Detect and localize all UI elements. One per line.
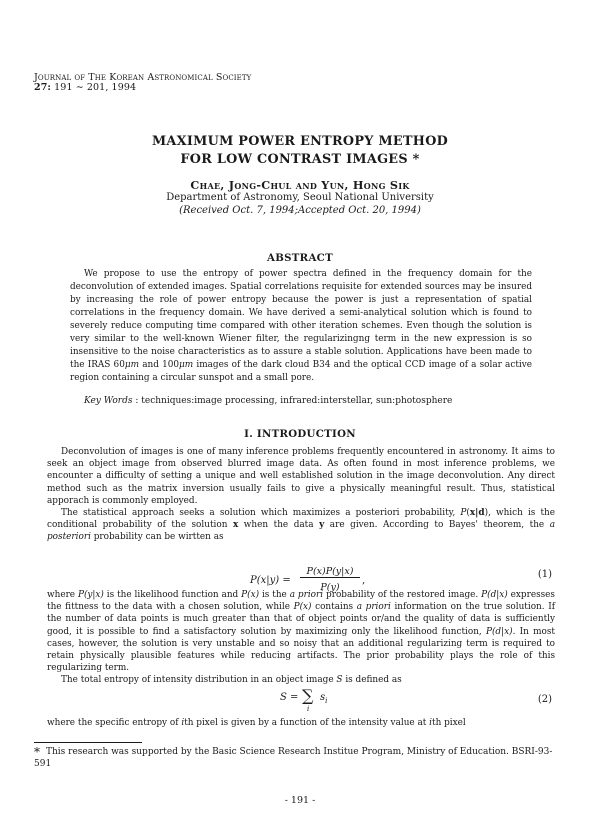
equation-1-comma: , <box>362 575 366 586</box>
journal-name: Journal of The Korean Astronomical Society <box>34 72 252 83</box>
equation-2-term: $s_i$ <box>320 692 328 705</box>
affiliation: Department of Astronomy, Seoul National University <box>166 192 434 203</box>
footnote-marker: * <box>34 745 40 759</box>
keywords-label: Key Words <box>84 396 133 406</box>
abstract-paragraph: We propose to use the entropy of power spectra defined in the frequency domain for the deconvolution of extended images. Spatial correlations requisite for extended sources may be insured by increasing the role of power entropy because the power is just a representation of spatial correlations in the frequency domain. We have derived a semi-analytical solution which is found to severely reduce computing time compared with other iteration schemes. Even though the solution is very similar to the well-known Wiener filter, the regularizingng term in the new expression is so insensitive to the noise characteristics as to assure a stable solution. Applications have been made to the IRAS 60μm and 100μm images of the dark cloud B34 and the optical CCD image of a solar active region containing a circular sunspot and a small pore. <box>70 269 532 383</box>
paragraph-3: where P(y|x) is the likelihood function and P(x) is the a priori probability of the restored image. P(d|x) expresses the fittness to the data with a chosen solution, while P(x) contains a priori information on the true solution. If the number of data points is much greater than that of object points or/and the quality of data is sufficiently good, it is possible to find a satisfactory solution by maximizing only the likelihood function, P(d|x). In most cases, however, the solution is very unstable and so noisy that an additional regularizing term is required to retain physically plausible features while reducing artifacts. The prior probability plays the role of this regularizing term. <box>47 590 555 674</box>
paragraph-1: Deconvolution of images is one of many inference problems frequently encountered in astronomy. It aims to seek an object image from observed blurred image data. As often found in most inference problems, we encounter a difficulty of setting a unique and well established solution in the image deconvolution. Any direct method such as the matrix inversion usually fails to give a physically meaningful result. Thus, statistical apporach is commonly employed. <box>47 447 555 506</box>
introduction-body-part-2 <box>47 589 555 687</box>
equation-1-number: (1) <box>537 569 552 580</box>
paragraph-4: The total entropy of intensity distribution in an object image S is defined as <box>61 675 402 686</box>
page-range: 191 ∼ 201, 1994 <box>54 82 137 93</box>
page-number: - 191 - <box>284 795 316 806</box>
equation-2 <box>280 687 360 717</box>
introduction-body-part-3 <box>47 717 555 729</box>
summation-index: i <box>307 705 310 713</box>
keywords: Key Words : techniques:image processing, infrared:interstellar, sun:photosphere <box>84 396 453 406</box>
volume-number: 27: <box>34 82 52 93</box>
footnote <box>34 745 564 769</box>
equation-1-denominator: P(y) <box>320 582 340 593</box>
paragraph-2: The statistical approach seeks a solution which maximizes a posteriori probability, P(x|d), which is the conditional probability of the solution x when the data y are given. According to Bayes' theorem, the a posteriori probability can be wirtten as <box>47 508 555 543</box>
keywords-text: techniques:image processing, infrared:interstellar, sun:photosphere <box>141 396 453 406</box>
paragraph-5: where the specific entropy of ith pixel is given by a function of the intensity value at ith pixel <box>47 718 466 728</box>
equation-1-numerator: P(x)P(y|x) <box>300 566 360 578</box>
authors: Chae, Jong-Chul and Yun, Hong Sik <box>190 178 410 192</box>
introduction-heading: I. INTRODUCTION <box>244 428 356 440</box>
journal-volume <box>34 83 251 93</box>
introduction-body-part-1 <box>47 446 555 544</box>
footnote-text: This research was supported by the Basic Science Research Institue Program, Ministry of Education. BSRI-93-591 <box>34 747 553 769</box>
paper-title-line-2: FOR LOW CONTRAST IMAGES * <box>180 152 420 167</box>
abstract-body <box>70 268 532 385</box>
paper-title-line-1: MAXIMUM POWER ENTROPY METHOD <box>151 134 449 149</box>
received-dates: (Received Oct. 7, 1994;Accepted Oct. 20, 1994) <box>179 205 421 216</box>
equation-2-lhs: S = <box>280 692 299 703</box>
abstract-heading: ABSTRACT <box>267 252 333 264</box>
footnote-rule <box>34 742 142 743</box>
equation-2-number: (2) <box>537 694 552 705</box>
summation-symbol: ∑ <box>302 686 314 705</box>
equation-1-lhs: P(x|y) = <box>250 575 291 586</box>
journal-header <box>34 73 251 93</box>
